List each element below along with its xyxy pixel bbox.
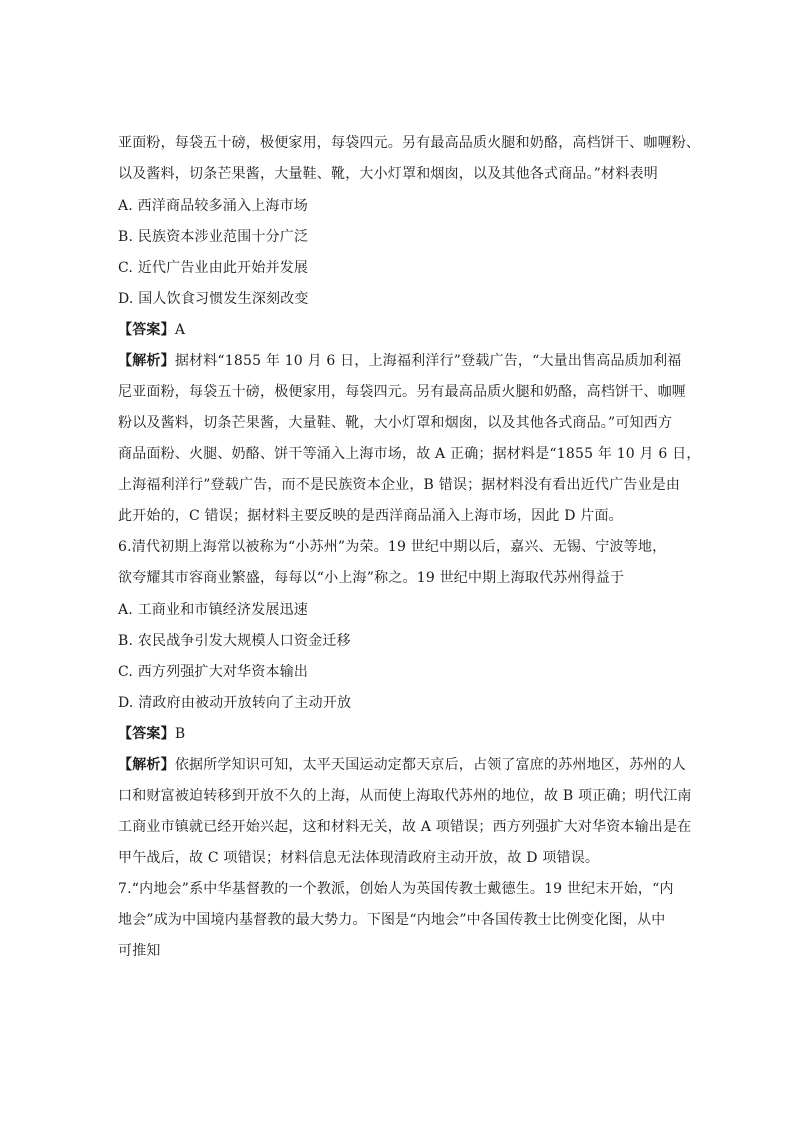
q6-option-a: A. 工商业和市镇经济发展迅速: [118, 602, 309, 618]
analysis-text: 依据所学知识可知，太平天国运动定都天京后，占领了富庶的苏州地区，苏州的人: [174, 757, 687, 773]
q6-analysis-line: 工商业市镇就已经开始兴起，这和材料无关，故 A 项错误；西方列强扩大对华资本输出是在: [118, 819, 692, 835]
q6-stem-line: 6.清代初期上海常以被称为“小苏州”为荣。19 世纪中期以后，嘉兴、无锡、宁波等地，: [118, 539, 667, 555]
q5-stem-line: 亚面粉，每袋五十磅，极便家用，每袋四元。另有最高品质火腿和奶酪，高档饼干、咖喱粉、: [118, 135, 701, 151]
q5-option-c: C. 近代广告业由此开始并发展: [118, 260, 309, 276]
q5-analysis-line: 商品面粉、火腿、奶酪、饼干等涌入上海市场，故 A 正确；据材料是“1855 年 10 月 6 日，: [118, 446, 701, 462]
q5-answer: [118, 320, 185, 340]
q5-analysis-line: [118, 351, 681, 371]
analysis-text: 据材料“1855 年 10 月 6 日，上海福利洋行”登载广告，“大量出售高品质加利福: [174, 353, 682, 369]
q5-option-b: B. 民族资本涉业范围十分广泛: [118, 229, 309, 245]
answer-label: 【答案】: [118, 726, 175, 742]
q6-option-c: C. 西方列强扩大对华资本输出: [118, 664, 309, 680]
q5-analysis-line: 此开始的，C 错误；据材料主要反映的是西洋商品涌入上海市场，因此 D 片面。: [118, 508, 623, 524]
q6-analysis-line: 口和财富被迫转移到开放不久的上海，从而使上海取代苏州的地位，故 B 项正确；明代江南: [118, 788, 692, 804]
analysis-label: 【解析】: [118, 353, 175, 369]
q7-stem-line: 7.“内地会”系中华基督教的一个教派，创始人为英国传教士戴德生。19 世纪末开始，“内: [118, 881, 674, 897]
q6-analysis-line: [118, 755, 686, 775]
q5-option-d: D. 国人饮食习惯发生深刻改变: [118, 291, 309, 307]
q6-answer: [118, 724, 185, 744]
answer-value: B: [174, 726, 186, 742]
q5-analysis-line: 上海福利洋行”登载广告，而不是民族资本企业，B 错误；据材料没有看出近代广告业是由: [118, 477, 681, 493]
q6-analysis-line: 甲午战后，故 C 项错误；材料信息无法体现清政府主动开放，故 D 项错误。: [118, 850, 600, 866]
q6-option-b: B. 农民战争引发大规模人口资金迁移: [118, 633, 351, 649]
q5-stem-line: 以及酱料，切条芒果酱，大量鞋、靴，大小灯罩和烟囱，以及其他各式商品。”材料表明: [118, 166, 658, 182]
q5-analysis-line: 粉以及酱料，切条芒果酱，大量鞋、靴，大小灯罩和烟囱，以及其他各式商品。”可知西方: [118, 415, 673, 431]
q7-stem-line: 可推知: [118, 943, 161, 959]
q6-stem-line: 欲夸耀其市容商业繁盛，每每以“小上海”称之。19 世纪中期上海取代苏州得益于: [118, 570, 625, 586]
analysis-label: 【解析】: [118, 757, 175, 773]
q5-analysis-line: 尼亚面粉，每袋五十磅，极便家用，每袋四元。另有最高品质火腿和奶酪，高档饼干、咖喱: [118, 384, 686, 400]
q5-option-a: A. 西洋商品较多涌入上海市场: [118, 198, 309, 214]
answer-label: 【答案】: [118, 322, 175, 338]
q7-stem-line: 地会”成为中国境内基督教的最大势力。下图是“内地会”中各国传教士比例变化图，从中: [118, 912, 666, 928]
q6-option-d: D. 清政府由被动开放转向了主动开放: [118, 695, 352, 711]
answer-value: A: [174, 322, 186, 338]
